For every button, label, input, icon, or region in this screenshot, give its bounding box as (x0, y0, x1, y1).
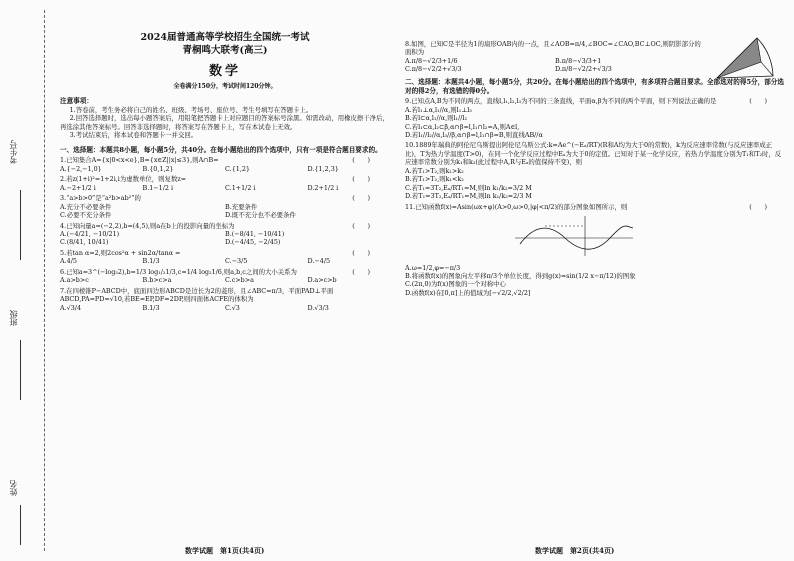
question-3: ( ) 3.“a>b>0”是“a²b>ab²”的 (60, 194, 370, 203)
question-6: ( ) 6.已知a=3^(−log₃2),b=1/3 log₁/₂1/3,c=1/4 log₂1/6,则a,b,c之间的大小关系为 (60, 267, 370, 276)
option-a: A.4/5 (60, 257, 77, 266)
question-8: 8.如图，已知C是半径为1的扇形OAB内的一点，且∠AOB=π/4,∠BOC=∠CAO,BC⊥OC,则阴影部分的面积为 (405, 40, 701, 57)
question-1-options (60, 165, 390, 173)
question-8-options (405, 57, 705, 74)
question-2: ( ) 2.若z(1+i)²=1+2i,i为虚数单位，则复数z= (60, 175, 370, 184)
binding-line (44, 10, 45, 551)
option-a: A.(−4/21, −10/21) (60, 229, 120, 238)
option-c: C.(2π,0)为f(x)图象的一个对称中心 (405, 280, 506, 289)
answer-bracket: ( ) (749, 202, 767, 211)
section-2-heading: 二、选择题：本题共4小题，每小题5分，共20分。在每小题给出的四个选项中，有多项符合题目要求。全部选对的得5分，部分选对的得2分，有选错的得0分。 (405, 77, 784, 95)
notes-heading: 注意事项： (60, 97, 93, 106)
option-d: D.{1,2,3} (307, 164, 339, 173)
question-6-options (60, 276, 390, 284)
answer-bracket: ( ) (352, 194, 370, 203)
section-1-heading: 一、选择题：本题共8小题，每小题5分，共40分。在每小题给出的四个选项中，只有一项是符合题目要求的。 (60, 145, 382, 154)
option-a: A.ω=1/2,φ=−π/3 (405, 263, 461, 272)
note-1: 1.答卷前，考生务必将自己的姓名、班级、考场号、座位号、考生号填写在答题卡上。 (69, 105, 313, 114)
question-4: ( ) 4.已知向量a=(−2,2),b=(4,5),则a在b上的投影向量的坐标为 (60, 221, 370, 230)
note-3: 3.考试结束后，将本试卷和答题卡一并交回。 (69, 131, 198, 140)
candidate-number-line (20, 190, 21, 260)
option-d: D.(−4/45, −2/45) (225, 238, 281, 247)
option-b: B.充要条件 (225, 202, 258, 211)
option-a: A.若T₁>T₂,则k₁>k₂ (405, 166, 464, 175)
option-b: B.1/3 (142, 303, 160, 312)
page-2 (405, 0, 787, 561)
question-1: ( ) 1.已知集合A={x|0<x<e},B={x∈Z||x|≤3},则A∩B= (60, 156, 370, 165)
option-b: B.{0,1,2} (142, 164, 174, 173)
binding-margin (0, 0, 60, 561)
option-d: D.√3/3 (307, 303, 329, 312)
sector-figure (711, 32, 781, 82)
question-4-options (60, 230, 390, 247)
option-d: D.2+1/2 i (307, 183, 339, 192)
question-9: ( ) 9.已知点A,B为不同的两点，直线l,l₁,l₂,l₃为不同的三条直线，平面α,β为不同的两个平面，则下列说法正确的是 (405, 97, 767, 106)
subject-title: 数学 (208, 64, 241, 80)
option-c: C.若l₁⊂α,l₂⊂β,α∩β=l,l₁∩l₂=A,则A∈l, (405, 122, 520, 131)
option-c: C.√3 (225, 303, 240, 312)
note-2: 2.回答选择题时，选出每小题答案后，用铅笔把答题卡上对应题目的答案标号涂黑。如需改动，用橡皮擦干净后，再选涂其他答案标号。回答非选择题时，将答案写在答题卡上，写在本试卷上无效。 (60, 114, 389, 131)
option-a: A.充分不必要条件 (60, 202, 112, 211)
option-b: B.π/8−√3/3+1 (555, 56, 602, 65)
option-c: C.−3/5 (225, 257, 248, 266)
exam-meta: 全卷满分150分，考试时间120分钟。 (173, 83, 277, 91)
answer-bracket: ( ) (352, 156, 370, 165)
option-d: D.若T₁=3T₂,Eₐ/RT₁=M,则ln k₁/k₂=2/3 M (405, 192, 532, 201)
option-b: B.b>c>a (142, 276, 172, 285)
question-7: 7.在四棱锥P−ABCD中，底面四边形ABCD是边长为2的菱形，且∠ABC=π/3，平面PAD⊥平面ABCD,PA=PD=√10,若BE=EP,DF=2DP,则四面体ACFE的体积为 (60, 286, 334, 304)
option-c: C.(8/41, 10/41) (60, 238, 109, 247)
page-1-footer: 数学试题 第1页(共4页) (185, 545, 265, 555)
answer-bracket: ( ) (352, 267, 370, 276)
option-a: A.a>b>c (60, 276, 89, 285)
option-b: B.若T₁>T₂,则k₁<k₂ (405, 175, 464, 184)
option-a: A.−2+1/2 i (60, 183, 96, 192)
question-5: ( ) 5.若tan α=2,则2cos²α + sin2α/tanα = (60, 248, 370, 257)
question-3-options (60, 203, 390, 220)
option-d: D.函数f(x)在[0,π]上的值域为[−√2/2,√2/2] (405, 288, 531, 297)
class-label: 班级 (9, 310, 18, 326)
exam-title: 2024届普通高等学校招生全国统一考试 (140, 32, 310, 43)
name-label: 姓名 (9, 480, 18, 496)
option-a: A.若l₁⊥α,l₁//α,则l₁⊥l₃ (405, 105, 472, 114)
option-d: D.既不充分也不必要条件 (225, 211, 296, 220)
option-d: D.a>c>b (307, 276, 337, 285)
option-d: D.π/8−√2/2+√3/3 (555, 65, 612, 74)
question-7-options (60, 304, 390, 312)
option-c: C.π/8−√2/2+√3/3 (405, 65, 462, 74)
option-c: C.若T₁=3T₂,Eₐ/RT₁=M,则ln k₁/k₂=3/2 M (405, 183, 532, 192)
option-b: B.1−1/2 i (142, 183, 174, 192)
answer-bracket: ( ) (352, 248, 370, 257)
exam-subtitle: 青桐鸣大联考(高三) (182, 44, 268, 56)
answer-bracket: ( ) (749, 97, 767, 106)
option-c: C.1+1/2 i (225, 183, 256, 192)
option-a: A.π/8−√2/3+1/6 (405, 56, 458, 65)
option-c: C.必要不充分条件 (60, 211, 112, 220)
answer-bracket: ( ) (352, 221, 370, 230)
sine-graph (515, 214, 635, 258)
question-5-options (60, 257, 390, 265)
page-2-footer: 数学试题 第2页(共4页) (535, 545, 615, 555)
page-1 (60, 0, 390, 561)
option-b: B.(−8/41, −10/41) (225, 229, 285, 238)
option-d: D.−4/5 (307, 257, 331, 266)
option-b: B.将函数f(x)的图象向左平移π/3个单位长度，得到g(x)=sin(1/2 x−π/12)的图象 (405, 272, 636, 281)
option-c: C.c>b>a (225, 276, 254, 285)
question-2-options (60, 184, 390, 192)
answer-bracket: ( ) (352, 175, 370, 184)
option-c: C.{1,2} (225, 164, 250, 173)
name-line (20, 505, 21, 545)
option-d: D.若l₁//l₂//α,l₃//β,α∩β=l,l₁∩β=B,则直线AB//α (405, 131, 543, 140)
option-b: B.若l⊂α,l₁//α,则l₁//l₂ (405, 114, 468, 123)
class-line (20, 340, 21, 400)
question-10: 10.1889年瑞典的阿伦尼乌斯提出阿伦尼乌斯公式:k=Ae^(−Eₐ/RT)(R和A均为大于0的常数)，k为反应速率常数(与反应速率成正比)，T为热力学温度(T>0)，在同一个化学反应过程中Eₐ为大于0的定值。已知对于某一化学反应，若热力学温度分别为T₁和T₂时，反应速率常数分别为k₁和k₂(此过程中A,R与Eₐ的值保持不变)，则 (405, 141, 782, 167)
option-a: A.{−2,−1,0} (60, 164, 102, 173)
option-a: A.√3/4 (60, 303, 82, 312)
option-b: B.1/3 (142, 257, 160, 266)
question-11: ( ) 11.已知函数f(x)=Asin(ωx+φ)(A>0,ω>0,|φ|<π/2)的部分图象如图所示，则 (405, 202, 767, 211)
candidate-number-label: 考生号 (9, 140, 18, 164)
